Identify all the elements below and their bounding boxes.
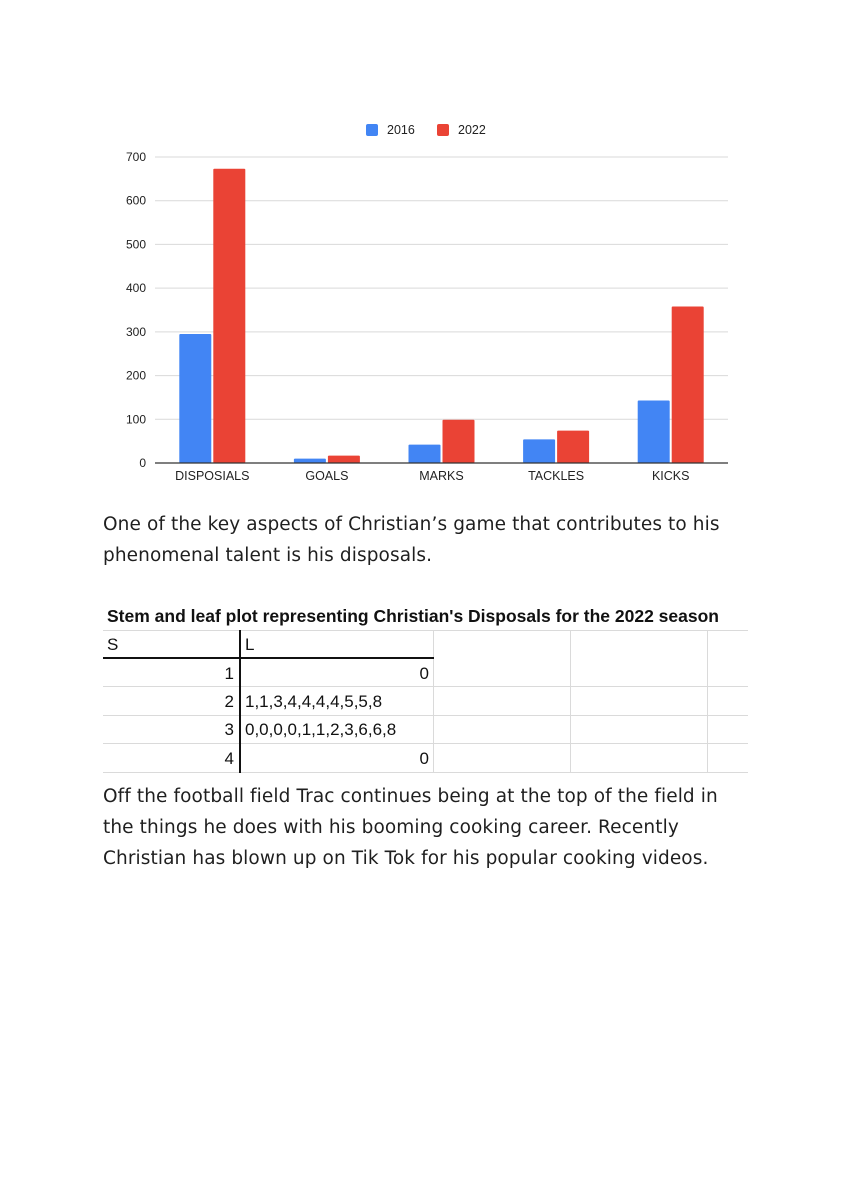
row-1-stem: 1 [224,664,234,683]
bar-2022-marks [443,420,475,463]
bar-2022-tackles [557,431,589,463]
table-gridline [103,743,748,744]
row-3-stem: 3 [224,720,234,739]
chart-legend [366,123,486,137]
bar-2022-disposials [213,169,245,463]
y-tick-label: 500 [125,237,146,252]
x-tick-label: DISPOSIALS [175,469,250,483]
paragraph-disposals: One of the key aspects of Christian’s game that contributes to his phenomenal talent is his disposals. [103,514,720,566]
table-gridline [103,715,748,716]
table-gridline [433,630,434,773]
y-tick-label: 200 [125,368,146,383]
x-tick-label: MARKS [419,469,464,483]
header-underline [103,657,434,659]
stem-leaf-table [103,601,748,773]
row-3-leaf: 0,0,0,0,1,1,2,3,6,6,8 [245,720,397,739]
header-stem: S [107,635,119,654]
table-gridline [707,630,708,773]
bar-2016-kicks [638,400,670,463]
table-title: Stem and leaf plot representing Christian's Disposals for the 2022 season [107,606,719,626]
legend-label-2016: 2016 [387,123,415,137]
chart-y-axis-ticks [126,150,146,470]
bar-2022-goals [328,456,360,463]
table-gridline [103,686,748,687]
y-tick-label: 600 [125,193,146,208]
y-tick-label: 100 [125,412,146,427]
header-leaf: L [245,635,255,654]
table-gridline [103,772,748,773]
bar-2016-tackles [523,439,555,463]
row-4-leaf: 0 [419,749,429,768]
paragraph-cooking: Off the football field Trac continues being at the top of the field in the things he does with his booming cooking career. Recently Christian has blown up on Tik Tok for his popular cooking videos. [103,786,718,869]
y-tick-label: 400 [125,281,146,296]
chart-x-axis-labels [175,469,689,483]
bar-chart [0,0,849,500]
bar-2016-goals [294,459,326,463]
bar-2016-disposials [179,334,211,463]
bar-2022-kicks [672,307,704,463]
row-2-stem: 2 [224,692,234,711]
legend-label-2022: 2022 [458,123,486,137]
row-4-stem: 4 [224,749,234,768]
row-1-leaf: 0 [419,664,429,683]
x-tick-label: GOALS [305,469,349,483]
row-2-leaf: 1,1,3,4,4,4,4,5,5,8 [245,692,383,711]
legend-swatch-2022 [437,124,449,136]
table-gridline [570,630,571,773]
y-tick-label: 700 [125,150,146,164]
table-gridline [103,630,748,631]
x-tick-label: KICKS [651,469,690,483]
stem-leaf-divider [239,630,241,773]
x-tick-label: TACKLES [528,469,585,483]
y-tick-label: 300 [125,324,146,339]
bar-2016-marks [409,445,441,463]
legend-swatch-2016 [366,124,378,136]
y-tick-label: 0 [139,456,146,470]
